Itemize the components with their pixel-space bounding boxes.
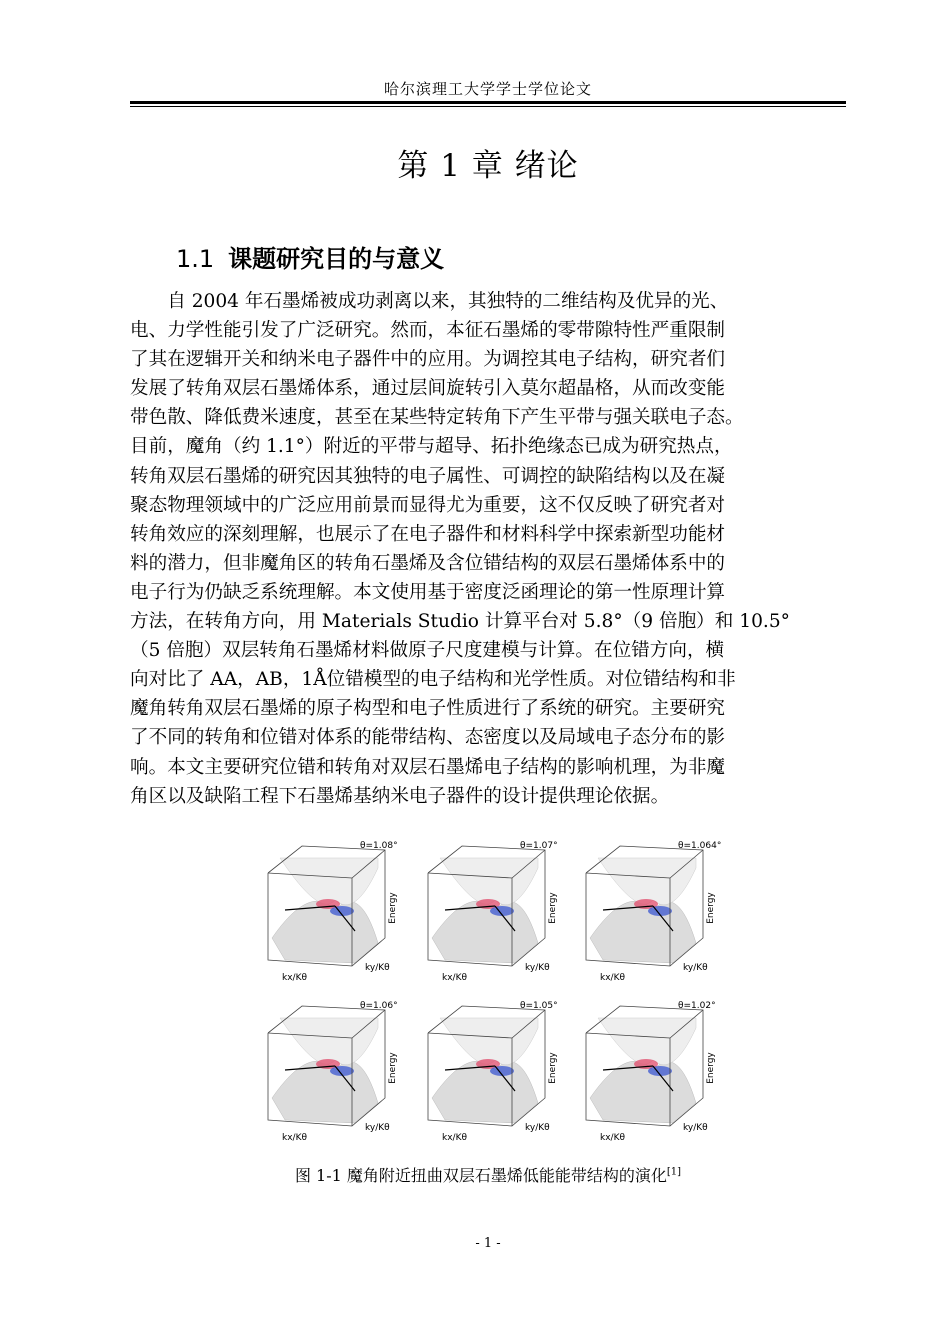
band-panel — [578, 998, 728, 1143]
paragraph-line: 了不同的转角和位错对体系的能带结构、态密度以及局域电子态分布的影 — [130, 727, 726, 749]
running-header: 哈尔滨理工大学学士学位论文 — [383, 80, 592, 98]
header-rule-thick — [130, 101, 846, 104]
paragraph-line: 带色散、降低费米速度，甚至在某些特定转角下产生平带与强关联电子态。 — [130, 407, 744, 429]
upper-band-surface — [280, 1018, 378, 1065]
ky-axis-label: ky/Kθ — [525, 963, 550, 973]
kx-axis-label: kx/Kθ — [442, 1133, 467, 1143]
lower-band-surface — [432, 901, 538, 963]
paragraph-line: 目前，魔角（约 1.1°）附近的平带与超导、拓扑绝缘态已成为研究热点， — [130, 436, 733, 458]
upper-band-surface — [440, 1018, 538, 1065]
panel-theta-label: θ=1.064° — [678, 841, 722, 851]
section-number: 1.1 — [176, 245, 215, 273]
band-panel — [260, 998, 410, 1143]
energy-axis-label: Energy — [706, 1052, 716, 1084]
paragraph-line: 向对比了 AA，AB，1Å位错模型的电子结构和光学性质。对位错结构和非 — [130, 669, 736, 691]
energy-axis-label: Energy — [548, 892, 558, 924]
band-panel — [260, 838, 410, 983]
paragraph-line: 转角效应的深刻理解，也展示了在电子器件和材料科学中探索新型功能材 — [130, 523, 726, 545]
header-rule-thin — [130, 106, 846, 107]
upper-band-surface — [598, 858, 696, 905]
energy-axis-label: Energy — [388, 1052, 398, 1084]
panel-theta-label: θ=1.08° — [360, 841, 398, 851]
ky-axis-label: ky/Kθ — [365, 963, 390, 973]
paragraph-line: 发展了转角双层石墨烯体系，通过层间旋转引入莫尔超晶格，从而改变能 — [130, 378, 726, 400]
band-panel — [578, 838, 728, 983]
lower-band-surface — [432, 1061, 538, 1123]
ky-axis-label: ky/Kθ — [683, 963, 708, 973]
lower-band-surface — [272, 901, 378, 963]
kx-axis-label: kx/Kθ — [282, 1133, 307, 1143]
band-panel-plot — [420, 838, 570, 983]
paragraph-line: 电、力学性能引发了广泛研究。然而，本征石墨烯的零带隙特性严重限制 — [130, 320, 726, 342]
paragraph-line: 魔角转角双层石墨烯的原子构型和电子性质进行了系统的研究。主要研究 — [130, 698, 726, 720]
panel-theta-label: θ=1.07° — [520, 841, 558, 851]
section-title: 课题研究目的与意义 — [228, 245, 445, 273]
panel-theta-label: θ=1.02° — [678, 1001, 716, 1011]
figure-citation: [1] — [666, 1166, 682, 1178]
figure-caption-text: 图 1-1 魔角附近扭曲双层石墨烯低能能带结构的演化 — [294, 1166, 667, 1185]
band-structure-figure — [260, 838, 730, 1148]
band-panel — [420, 838, 570, 983]
paragraph-line: 自 2004 年石墨烯被成功剥离以来，其独特的二维结构及优异的光、 — [130, 291, 729, 312]
band-panel-plot — [260, 998, 410, 1143]
lower-band-surface — [590, 1061, 696, 1123]
energy-axis-label: Energy — [548, 1052, 558, 1084]
upper-band-surface — [598, 1018, 696, 1065]
figure-caption — [130, 1163, 846, 1186]
upper-band-surface — [440, 858, 538, 905]
ky-axis-label: ky/Kθ — [525, 1123, 550, 1133]
paragraph-line: （5 倍胞）双层转角石墨烯材料做原子尺度建模与计算。在位错方向，横 — [130, 640, 725, 662]
band-panel-plot — [578, 998, 728, 1143]
panel-theta-label: θ=1.06° — [360, 1001, 398, 1011]
paragraph-line: 方法，在转角方向，用 Materials Studio 计算平台对 5.8°（9 倍胞）和 10.5° — [130, 611, 790, 633]
body-paragraph — [130, 287, 846, 811]
kx-axis-label: kx/Kθ — [600, 973, 625, 983]
lower-band-surface — [590, 901, 696, 963]
paragraph-line: 响。本文主要研究位错和转角对双层石墨烯电子结构的影响机理，为非魔 — [130, 756, 726, 778]
energy-axis-label: Energy — [388, 892, 398, 924]
band-panel-plot — [578, 838, 728, 983]
band-panel — [420, 998, 570, 1143]
kx-axis-label: kx/Kθ — [442, 973, 467, 983]
paragraph-line: 转角双层石墨烯的研究因其独特的电子属性、可调控的缺陷结构以及在凝 — [130, 465, 726, 487]
paragraph-line: 电子行为仍缺乏系统理解。本文使用基于密度泛函理论的第一性原理计算 — [130, 581, 726, 603]
lower-band-surface — [272, 1061, 378, 1123]
paragraph-line: 角区以及缺陷工程下石墨烯基纳米电子器件的设计提供理论依据。 — [130, 785, 670, 807]
ky-axis-label: ky/Kθ — [683, 1123, 708, 1133]
page-number: - 1 - — [475, 1236, 501, 1251]
section-heading — [176, 239, 444, 274]
band-panel-plot — [260, 838, 410, 983]
chapter-title: 第 1 章 绪论 — [397, 148, 579, 184]
paragraph-line: 聚态物理领域中的广泛应用前景而显得尤为重要，这不仅反映了研究者对 — [130, 494, 726, 516]
paragraph-line: 料的潜力，但非魔角区的转角石墨烯及含位错结构的双层石墨烯体系中的 — [130, 552, 726, 574]
ky-axis-label: ky/Kθ — [365, 1123, 390, 1133]
paragraph-line: 了其在逻辑开关和纳米电子器件中的应用。为调控其电子结构，研究者们 — [130, 349, 726, 371]
band-panel-plot — [420, 998, 570, 1143]
energy-axis-label: Energy — [706, 892, 716, 924]
kx-axis-label: kx/Kθ — [282, 973, 307, 983]
upper-band-surface — [280, 858, 378, 905]
kx-axis-label: kx/Kθ — [600, 1133, 625, 1143]
panel-theta-label: θ=1.05° — [520, 1001, 558, 1011]
